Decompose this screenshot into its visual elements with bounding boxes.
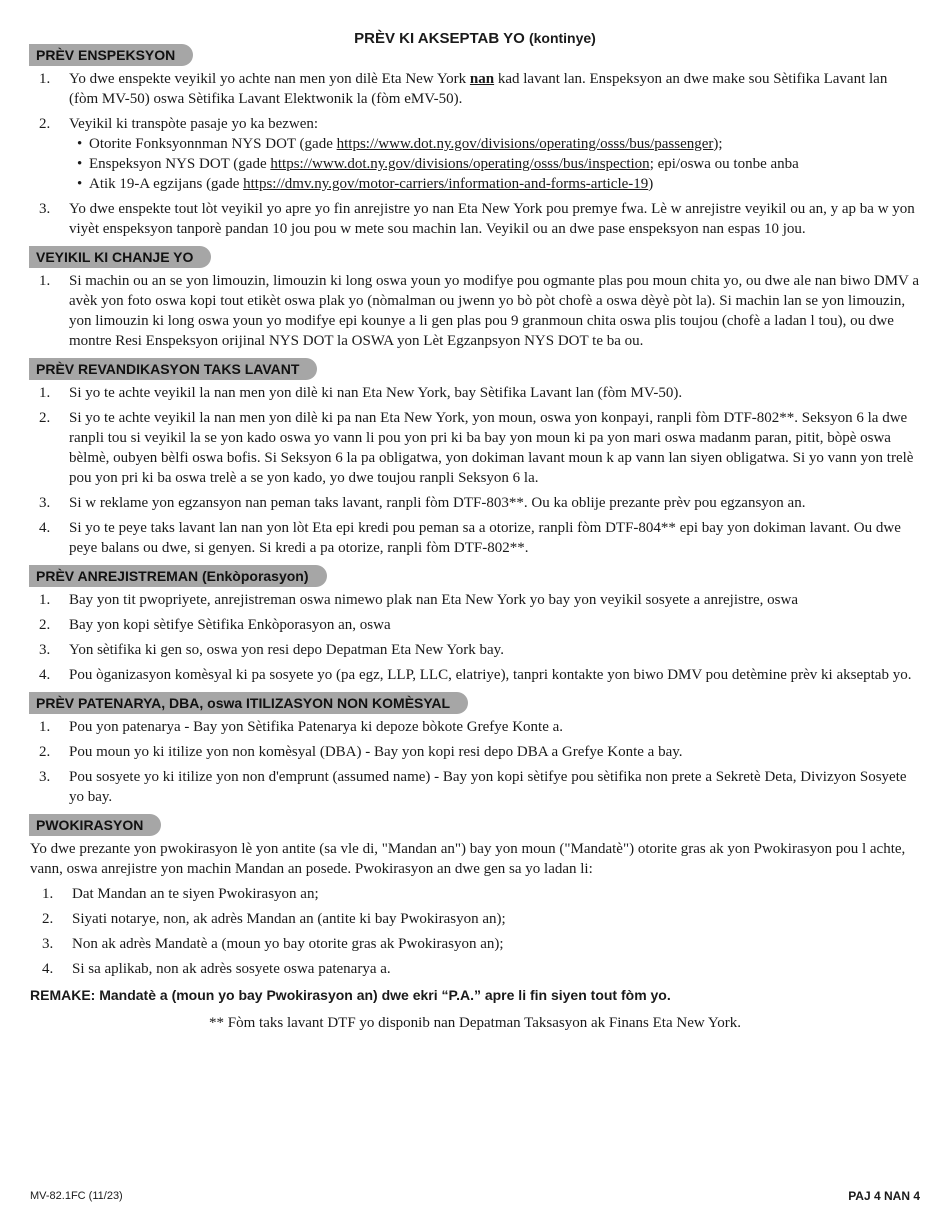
section-sales-tax: [30, 358, 920, 558]
section-header-power-of-attorney: PWOKIRASYON: [29, 814, 161, 836]
footnote: ** Fòm taks lavant DTF yo disponib nan Depatman Taksasyon ak Finans Eta New York.: [209, 1015, 741, 1031]
section-header-sales-tax: PRÈV REVANDIKASYON TAKS LAVANT: [29, 358, 317, 380]
page-title: [30, 28, 920, 49]
page: [30, 28, 920, 1033]
section-power-of-attorney: [30, 814, 920, 1033]
bullet-item: • Enspeksyon NYS DOT (gade https://www.dot.ny.gov/divisions/operating/osss/bus/inspection; epi/oswa ou tonbe anba: [69, 154, 920, 174]
list-item: 1. Si machin ou an se yon limouzin, limouzin ki long oswa youn yo modifye pou ogmante plas pou moun chita yo, ou dwe ale nan biwo DMV a avèk yon foto oswa kopi tout etikèt oswa plak yo (nòmalman ou jwenn yo bò pòt chofè a oswa dèyè pòt la). Si machin lan se yon limouzin, yon limouzin ki long oswa youn yo modifye epi kounye a li gen plas pou 9 granmoun chita oswa plis toujou (chofè a ladan l tou), ou dwe montre Resi Enspeksyon orijinal NYS DOT la OSWA yon Lèt Egzanpsyon NYS DOT te ba ou.: [39, 273, 920, 349]
list-item: 4. Si sa aplikab, non ak adrès sosyete oswa patenarya a.: [42, 961, 391, 977]
section-partnership: [30, 692, 920, 807]
list-item: 4. Si yo te peye taks lavant lan nan yon lòt Eta epi kredi pou peman sa a otorize, ranpli fòm DTF-804** epi bay yon dokiman lavant. Ou dwe peye balans ou dwe, si genyen. Si kredi a pa otorize, ranpli fòm DTF-802**.: [39, 520, 901, 556]
remake-note: REMAKE: Mandatè a (moun yo bay Pwokirasyon an) dwe ekri “P.A.” apre li fin siyen tout fòm yo.: [30, 987, 671, 1003]
list-item: 1. Dat Mandan an te siyen Pwokirasyon an;: [42, 886, 319, 902]
list-item: 1. Bay yon tit pwopriyete, anrejistreman oswa nimewo plak nan Eta New York yo bay yon veyikil sosyete a anrejistre, oswa: [39, 592, 799, 608]
link-passenger[interactable]: https://www.dot.ny.gov/divisions/operating/osss/bus/passenger: [336, 136, 714, 152]
title-main: PRÈV KI AKSEPTAB YO: [354, 30, 525, 47]
page-number: PAJ 4 NAN 4: [848, 1189, 920, 1203]
list-item: 2. Pou moun yo ki itilize yon non komèsyal (DBA) - Bay yon kopi resi depo DBA a Grefye Konte a bay.: [39, 744, 683, 760]
section-header-registration: PRÈV ANREJISTREMAN (Enkòporasyon): [29, 565, 327, 587]
section-header-partnership: PRÈV PATENARYA, DBA, oswa ITILIZASYON NON KOMÈSYAL: [29, 692, 468, 714]
section-header-inspection: PRÈV ENSPEKSYON: [29, 44, 193, 66]
list-item: 2. Bay yon kopi sètifye Sètifika Enkòporasyon an, oswa: [39, 617, 391, 633]
emphasis-nan: nan: [469, 71, 495, 87]
list-item: 1. Si yo te achte veyikil la nan men yon dilè ki nan Eta New York, bay Sètifika Lavant lan (fòm MV-50).: [39, 385, 683, 401]
title-sub: (kontinye): [528, 30, 596, 46]
bullet-item: • Otorite Fonksyonnman NYS DOT (gade https://www.dot.ny.gov/divisions/operating/osss/bus/passenger);: [69, 134, 920, 154]
list-item: 4. Pou òganizasyon komèsyal ki pa sosyete yo (pa egz, LLP, LLC, elatriye), tanpri kontakte yon biwo DMV pou detèmine prèv ki akseptab yo.: [39, 667, 912, 683]
list-item: 3. Si w reklame yon egzansyon nan peman taks lavant, ranpli fòm DTF-803**. Ou ka oblije prezante prèv pou egzansyon an.: [39, 495, 806, 511]
section-inspection: [30, 44, 920, 239]
list-item: 3. Pou sosyete yo ki itilize yon non d'emprunt (assumed name) - Bay yon kopi sètifye pou sètifika non prete a Sekretè Deta, Divizyon Sosyete yo bay.: [39, 769, 907, 805]
list-item: 2. Veyikil ki transpòte pasaje yo ka bezwen: • Otorite Fonksyonnman NYS DOT (gade https://www.dot.ny.gov/divisions/operating/osss/bus/passenger); • Enspeksyon NYS DOT (gade https://www.dot.ny.gov/divisions/operating/osss/bus/inspection; epi/oswa ou tonbe anba • Atik 19-A egzijans (gade https://dmv.ny.gov/motor-carriers/information-and-forms-article-19): [30, 114, 920, 194]
list-item: 2. Siyati notarye, non, ak adrès Mandan an (antite ki bay Pwokirasyon an);: [42, 911, 506, 927]
link-inspection[interactable]: https://www.dot.ny.gov/divisions/operating/osss/bus/inspection: [270, 156, 650, 172]
section-modified: [30, 246, 920, 351]
list-item: 2. Si yo te achte veyikil la nan men yon dilè ki pa nan Eta New York, yon moun, oswa yon konpayi, ranpli fòm DTF-802**. Seksyon 6 la dwe ranpli tou si veyikil la se yon kado oswa yo vann li pou yon pri ki ba bay yon moun ki pa yon mari oswa madanm paran, pitit, bòpè oswa bèlmè, oubyen bèlfi oswa bofis. Si Seksyon 6 la pa obligatwa, yon dokiman lavant moun k ap vann lan siyen obligatwa. Si yo vann yon trelè pou yon pri ki ba oswa trelè a se yon kado, yo dwe toujou ranpli Seksyon 6 la.: [39, 410, 914, 486]
section-registration: [30, 565, 920, 685]
list-item: 3. Yon sètifika ki gen so, oswa yon resi depo Depatman Eta New York bay.: [39, 642, 504, 658]
section-header-modified: VEYIKIL KI CHANJE YO: [29, 246, 211, 268]
form-id: MV-82.1FC (11/23): [30, 1190, 123, 1202]
list-item: 1. Pou yon patenarya - Bay yon Sètifika Patenarya ki depoze bòkote Grefye Konte a.: [39, 719, 564, 735]
list-item: 3. Non ak adrès Mandatè a (moun yo bay otorite gras ak Pwokirasyon an);: [42, 936, 504, 952]
link-article-19[interactable]: https://dmv.ny.gov/motor-carriers/information-and-forms-article-19: [243, 176, 649, 192]
list-item: 1. Yo dwe enspekte veyikil yo achte nan men yon dilè Eta New York nan kad lavant lan. Enspeksyon an dwe make sou Sètifika Lavant lan (fòm MV-50) oswa Sètifika Lavant Elektwonik la (fòm eMV-50).: [39, 71, 888, 107]
bullet-item: • Atik 19-A egzijans (gade https://dmv.ny.gov/motor-carriers/information-and-forms-article-19): [69, 174, 920, 194]
poa-intro: Yo dwe prezante yon pwokirasyon lè yon antite (sa vle di, "Mandan an") bay yon moun ("Mandatè") otorite gras ak yon Pwokirasyon pou l achte, vann, oswa anrejistre yon machin Mandan an posede. Pwokirasyon an dwe gen sa yo ladan li:: [30, 841, 906, 877]
list-item: 3. Yo dwe enspekte tout lòt veyikil yo apre yo fin anrejistre yo nan Eta New York pou premye fwa. Lè w anrejistre veyikil ou an, y ap ba w yon viyèt enspeksyon tanporè pandan 10 jou pou w mete sou machin lan. Veyikil ou an dwe pase enspeksyon nan espas 10 jou.: [39, 201, 915, 237]
